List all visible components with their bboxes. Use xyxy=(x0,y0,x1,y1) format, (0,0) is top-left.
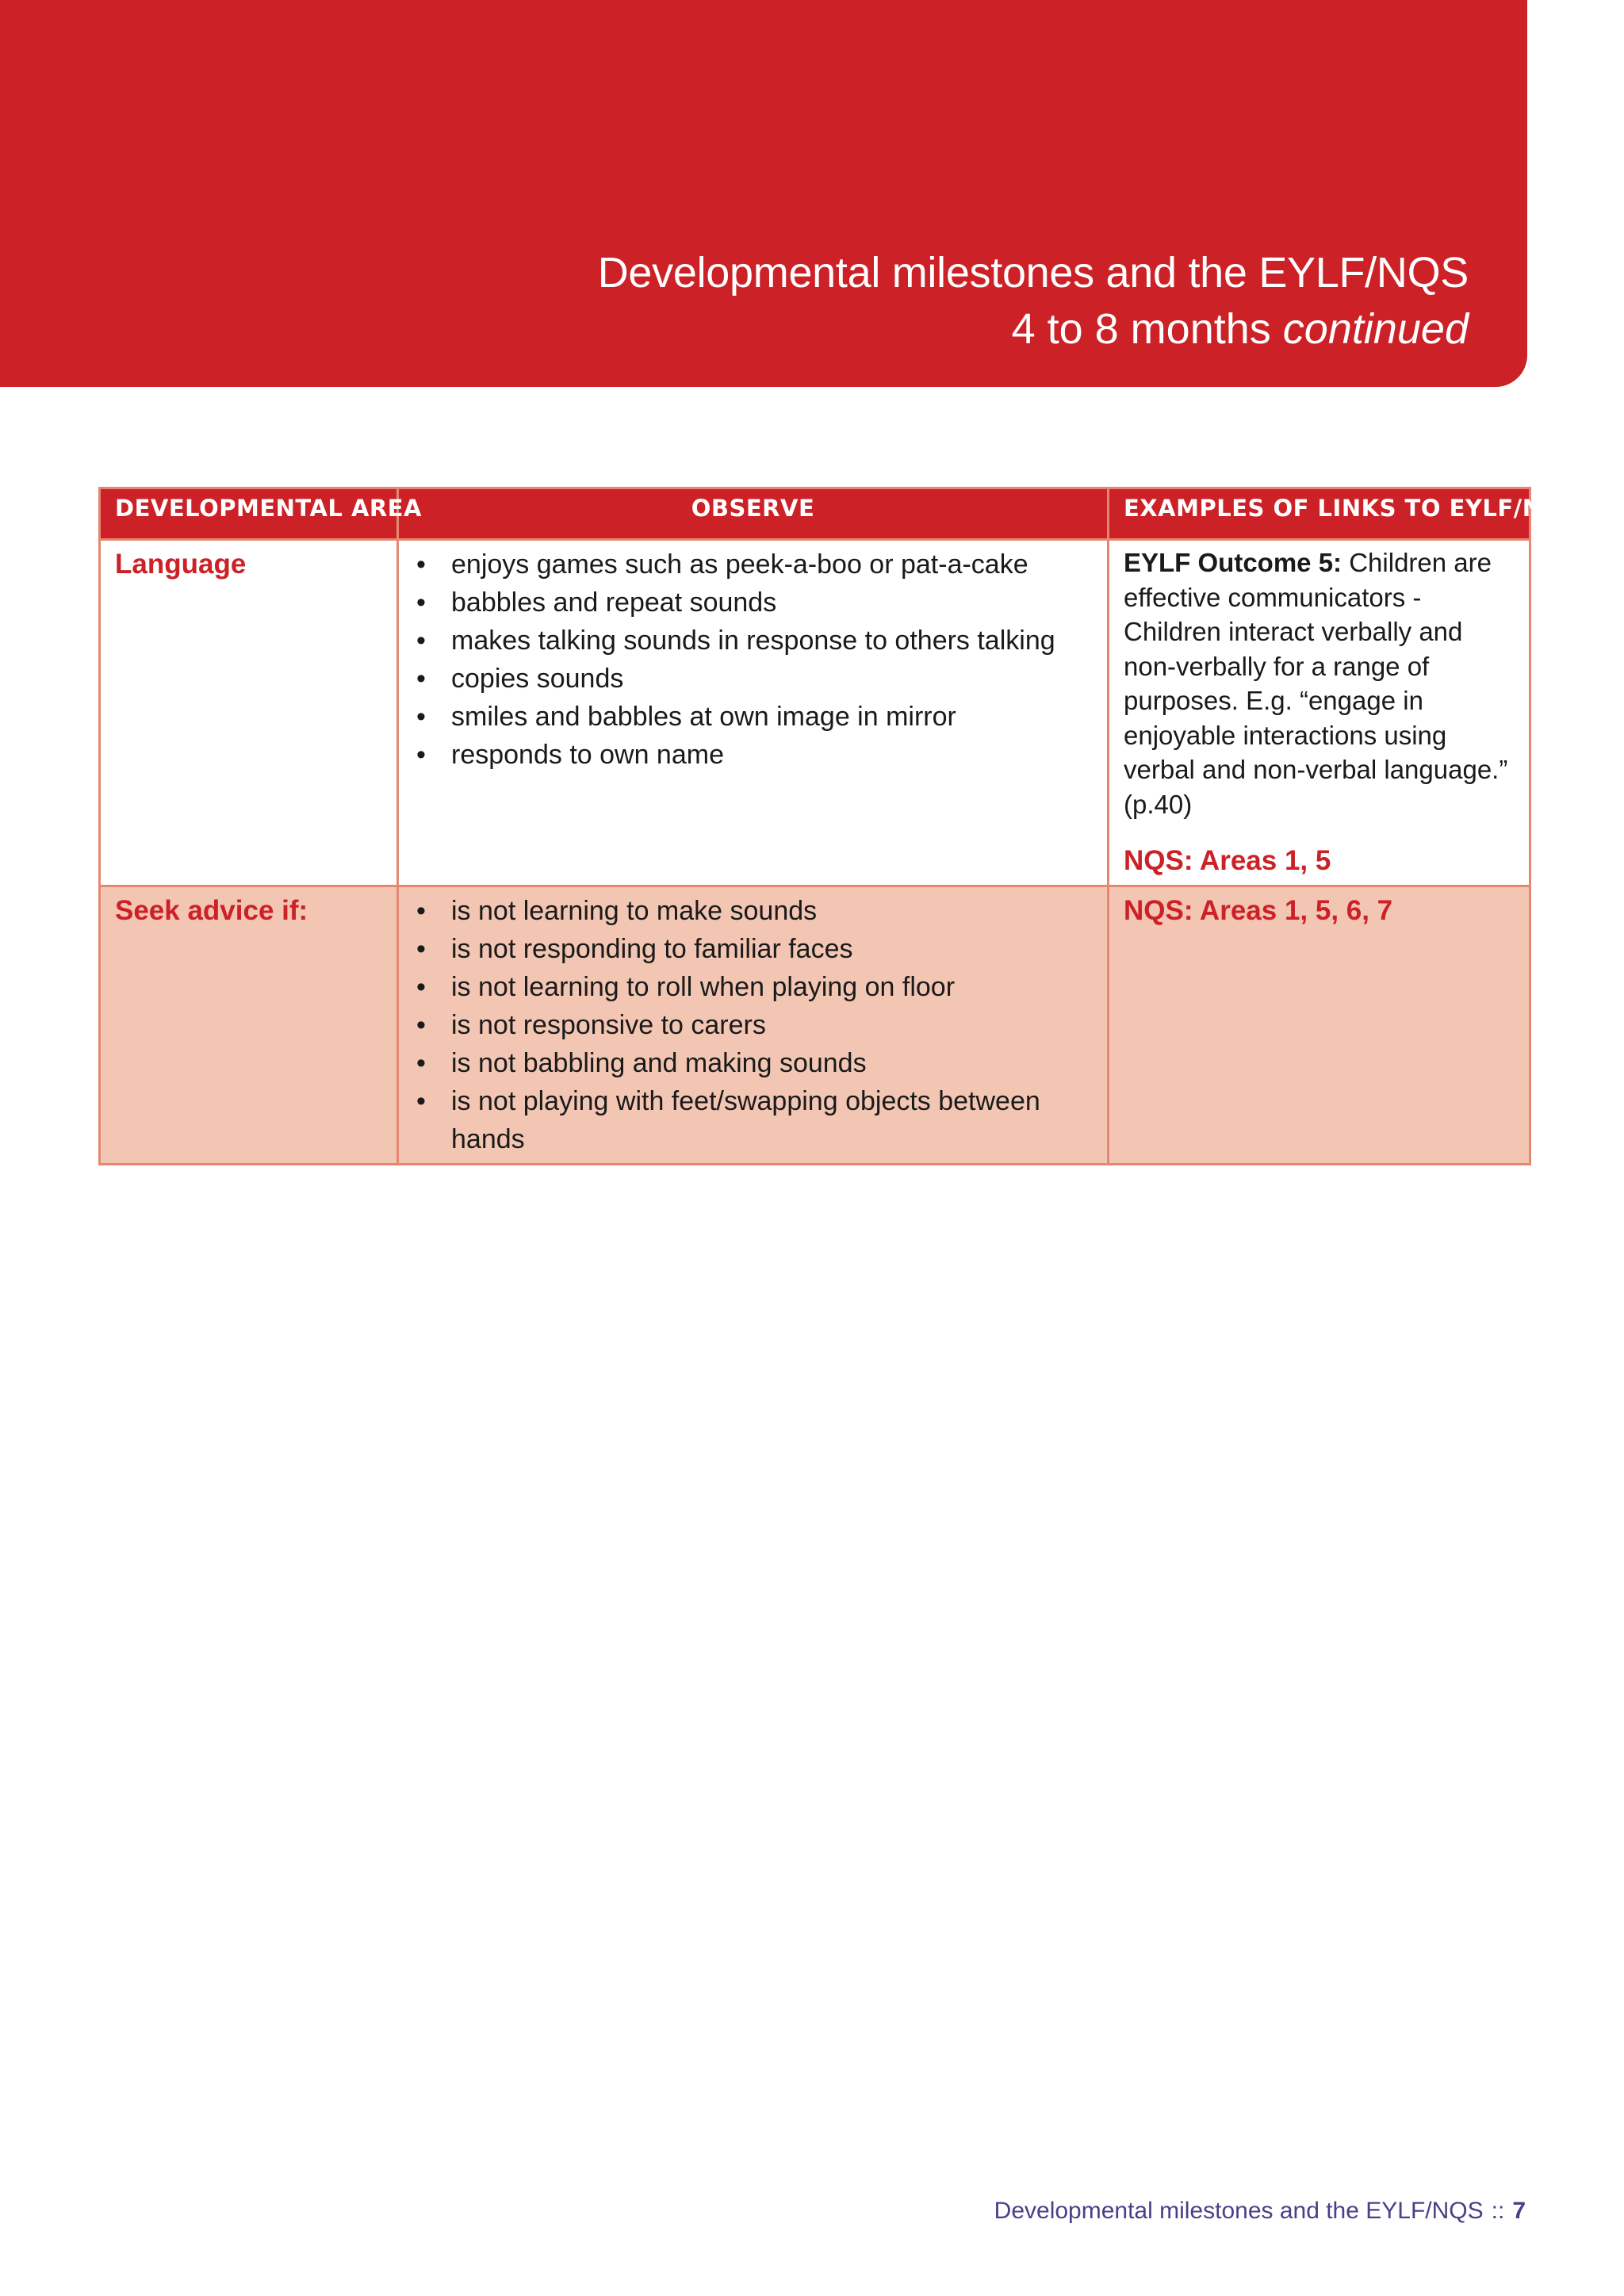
observe-list xyxy=(413,545,1093,774)
list-item: • responds to own name xyxy=(413,736,1093,774)
list-item: • is not learning to make sounds xyxy=(413,892,1093,930)
observe-cell xyxy=(398,540,1109,886)
observe-cell xyxy=(398,886,1109,1165)
column-header-links: EXAMPLES OF LINKS TO EYLF/NQS xyxy=(1109,488,1530,540)
footer-title: Developmental milestones and the EYLF/NQS xyxy=(994,2198,1484,2224)
nqs-areas: NQS: Areas 1, 5 xyxy=(1124,845,1331,876)
eylf-outcome-description: Children are effective communicators - Children interact verbally and non-verbally for a range of purposes. E.g. “engage in enjoyable interactions using verbal and non-verbal language.” (p.40) xyxy=(1124,548,1508,819)
list-item: • enjoys games such as peek-a-boo or pat-a-cake xyxy=(413,545,1093,584)
area-cell: Seek advice if: xyxy=(100,886,398,1165)
links-cell xyxy=(1109,540,1530,886)
page-header-subtitle xyxy=(1012,304,1469,354)
column-header-area: DEVELOPMENTAL AREA xyxy=(100,488,398,540)
subtitle-continued: continued xyxy=(1282,305,1469,353)
table-header-row xyxy=(100,488,1530,540)
nqs-areas: NQS: Areas 1, 5, 6, 7 xyxy=(1124,895,1393,926)
links-cell xyxy=(1109,886,1530,1165)
list-item: • babbles and repeat sounds xyxy=(413,584,1093,622)
footer-separator: :: xyxy=(1491,2198,1505,2224)
list-item: • copies sounds xyxy=(413,660,1093,698)
list-item: • is not playing with feet/swapping objects between hands xyxy=(413,1082,1093,1158)
header-banner xyxy=(0,0,1527,387)
page-number: 7 xyxy=(1512,2198,1526,2224)
area-cell: Language xyxy=(100,540,398,886)
eylf-outcome-text xyxy=(1124,545,1515,821)
list-item: • smiles and babbles at own image in mirror xyxy=(413,698,1093,736)
list-item: • is not responsive to carers xyxy=(413,1006,1093,1044)
list-item: • is not learning to roll when playing on floor xyxy=(413,968,1093,1006)
list-item: • makes talking sounds in response to others talking xyxy=(413,622,1093,660)
list-item: • is not babbling and making sounds xyxy=(413,1044,1093,1082)
eylf-outcome-label: EYLF Outcome 5: xyxy=(1124,548,1342,577)
observe-list xyxy=(413,892,1093,1158)
page-footer xyxy=(994,2198,1526,2225)
table-row-seek-advice xyxy=(100,886,1530,1165)
milestones-table xyxy=(98,487,1580,1165)
list-item: • is not responding to familiar faces xyxy=(413,930,1093,968)
column-header-observe: OBSERVE xyxy=(398,488,1109,540)
page-header-title: Developmental milestones and the EYLF/NQS xyxy=(597,249,1469,297)
subtitle-age-range: 4 to 8 months xyxy=(1011,305,1271,353)
table-row-language xyxy=(100,540,1530,886)
